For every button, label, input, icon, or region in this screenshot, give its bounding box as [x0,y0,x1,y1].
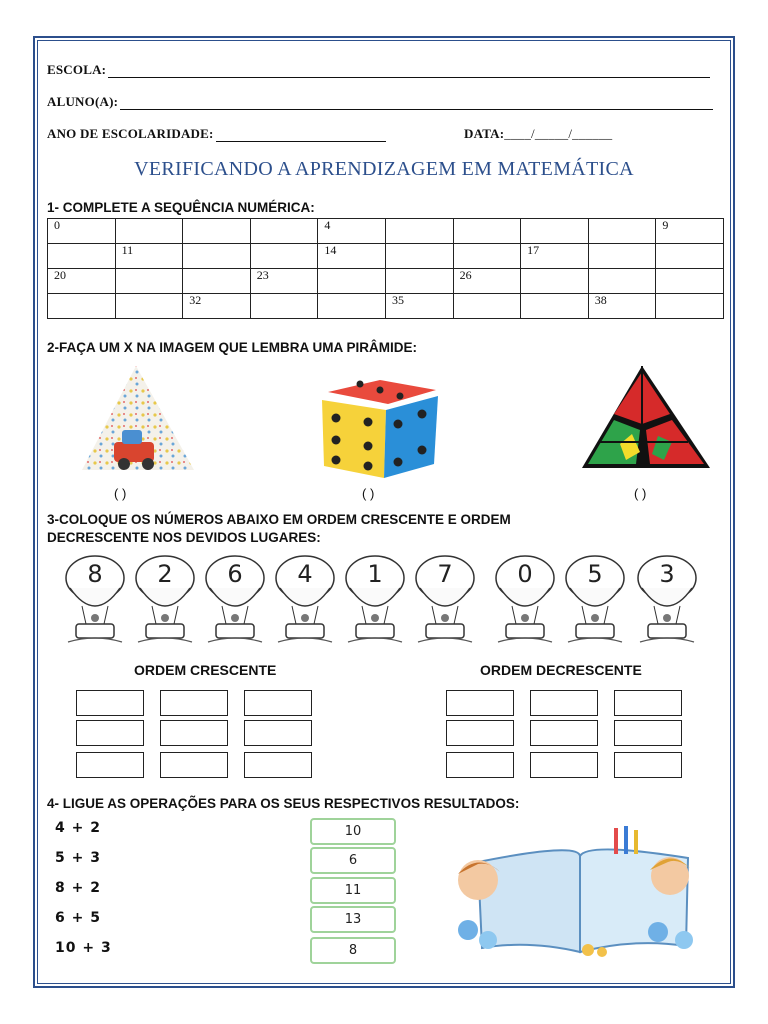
date-blank[interactable]: ____/_____/______ [504,126,613,141]
sequence-cell[interactable] [385,269,453,294]
sequence-cell[interactable] [588,219,656,244]
sequence-cell[interactable] [453,294,521,319]
descending-answer-box[interactable] [530,752,598,778]
sequence-cell[interactable] [521,269,589,294]
q3-prompt-line1: 3-COLOQUE OS NÚMEROS ABAIXO EM ORDEM CRESCENTE E ORDEM [47,512,511,527]
ascending-label: ORDEM CRESCENTE [134,662,277,678]
sequence-cell[interactable] [385,244,453,269]
date-field [464,126,612,142]
descending-answer-box[interactable] [446,720,514,746]
sequence-row [48,244,724,269]
option-paren-dice[interactable]: ( ) [362,486,375,501]
sequence-cell: 20 [48,269,116,294]
descending-answer-box[interactable] [446,752,514,778]
sequence-cell[interactable] [656,294,724,319]
sequence-cell[interactable] [48,244,116,269]
sequence-cell[interactable] [588,269,656,294]
ascending-answer-box[interactable] [244,690,312,716]
ascending-answer-box[interactable] [76,720,144,746]
descending-answer-box[interactable] [530,690,598,716]
operation-item[interactable]: 8 + 2 [55,880,101,896]
sequence-row [48,294,724,319]
sequence-row [48,219,724,244]
ascending-answer-box[interactable] [244,720,312,746]
q4-prompt: 4- LIGUE AS OPERAÇÕES PARA OS SEUS RESPECTIVOS RESULTADOS: [47,796,520,811]
school-label: ESCOLA: [47,62,107,77]
student-blank[interactable] [120,97,713,110]
page-title: VERIFICANDO A APRENDIZAGEM EM MATEMÁTICA [134,158,634,180]
sequence-cell[interactable] [656,269,724,294]
balloon-number: 6 [227,560,243,588]
sequence-cell[interactable] [183,244,251,269]
sequence-cell: 35 [385,294,453,319]
balloon-number: 8 [87,560,103,588]
sequence-cell[interactable] [183,269,251,294]
school-field [47,62,710,78]
descending-answer-box[interactable] [614,690,682,716]
sequence-cell: 26 [453,269,521,294]
sequence-cell: 11 [115,244,183,269]
sequence-cell[interactable] [318,269,386,294]
sequence-cell: 32 [183,294,251,319]
school-blank[interactable] [108,65,710,78]
party-hat-image [80,364,198,474]
balloon-number: 0 [517,560,533,588]
q3-prompt-line2: DECRESCENTE NOS DEVIDOS LUGARES: [47,530,321,545]
balloon-number-0 [494,554,556,652]
ascending-answer-box[interactable] [160,720,228,746]
dice-image [318,374,442,480]
balloon-number-7 [414,554,476,652]
sequence-cell[interactable] [521,219,589,244]
operation-item[interactable]: 6 + 5 [55,910,101,926]
sequence-cell: 4 [318,219,386,244]
result-box[interactable]: 10 [310,818,396,845]
result-box[interactable]: 13 [310,906,396,933]
balloon-number: 3 [659,560,675,588]
balloon-number-4 [274,554,336,652]
pyramid-puzzle-image [580,364,712,474]
sequence-cell[interactable] [318,294,386,319]
option-paren-party-hat[interactable]: ( ) [114,486,127,501]
sequence-cell[interactable] [250,244,318,269]
q2-prompt: 2-FAÇA UM X NA IMAGEM QUE LEMBRA UMA PIRÂMIDE: [47,340,417,355]
descending-answer-box[interactable] [446,690,514,716]
grade-blank[interactable] [216,129,386,142]
sequence-cell[interactable] [656,244,724,269]
sequence-cell: 0 [48,219,116,244]
balloon-number-8 [64,554,126,652]
kids-book-image [438,822,722,960]
ascending-answer-box[interactable] [244,752,312,778]
result-box[interactable]: 11 [310,877,396,904]
date-label: DATA: [464,126,505,141]
operation-item[interactable]: 5 + 3 [55,850,101,866]
operation-item[interactable]: 10 + 3 [55,940,112,956]
sequence-cell[interactable] [48,294,116,319]
operation-item[interactable]: 4 + 2 [55,820,101,836]
option-paren-pyramid[interactable]: ( ) [634,486,647,501]
sequence-cell: 23 [250,269,318,294]
sequence-cell[interactable] [453,244,521,269]
sequence-cell[interactable] [183,219,251,244]
ascending-answer-box[interactable] [76,752,144,778]
balloon-number-6 [204,554,266,652]
sequence-row [48,269,724,294]
sequence-cell[interactable] [521,294,589,319]
sequence-cell[interactable] [250,219,318,244]
sequence-cell: 9 [656,219,724,244]
descending-answer-box[interactable] [530,720,598,746]
sequence-cell[interactable] [385,219,453,244]
sequence-cell: 38 [588,294,656,319]
result-box[interactable]: 6 [310,847,396,874]
balloon-number: 4 [297,560,313,588]
sequence-cell[interactable] [115,219,183,244]
ascending-answer-box[interactable] [160,752,228,778]
sequence-cell[interactable] [115,269,183,294]
sequence-cell[interactable] [453,219,521,244]
ascending-answer-box[interactable] [76,690,144,716]
sequence-cell: 17 [521,244,589,269]
ascending-answer-box[interactable] [160,690,228,716]
balloon-number: 1 [367,560,383,588]
student-label: ALUNO(A): [47,94,119,109]
sequence-cell[interactable] [115,294,183,319]
result-box[interactable]: 8 [310,937,396,964]
balloon-number-1 [344,554,406,652]
balloon-number: 7 [437,560,453,588]
grade-field [47,126,386,142]
grade-label: ANO DE ESCOLARIDADE: [47,126,214,141]
balloon-number-2 [134,554,196,652]
sequence-cell[interactable] [250,294,318,319]
balloon-number: 2 [157,560,173,588]
sequence-table [47,218,724,319]
balloon-number-3 [636,554,698,652]
sequence-cell[interactable] [588,244,656,269]
descending-label: ORDEM DECRESCENTE [480,662,642,678]
descending-answer-box[interactable] [614,720,682,746]
q1-prompt: 1- COMPLETE A SEQUÊNCIA NUMÉRICA: [47,200,315,215]
balloon-number-5 [564,554,626,652]
descending-answer-box[interactable] [614,752,682,778]
sequence-cell: 14 [318,244,386,269]
student-field [47,94,713,110]
balloon-number: 5 [587,560,603,588]
